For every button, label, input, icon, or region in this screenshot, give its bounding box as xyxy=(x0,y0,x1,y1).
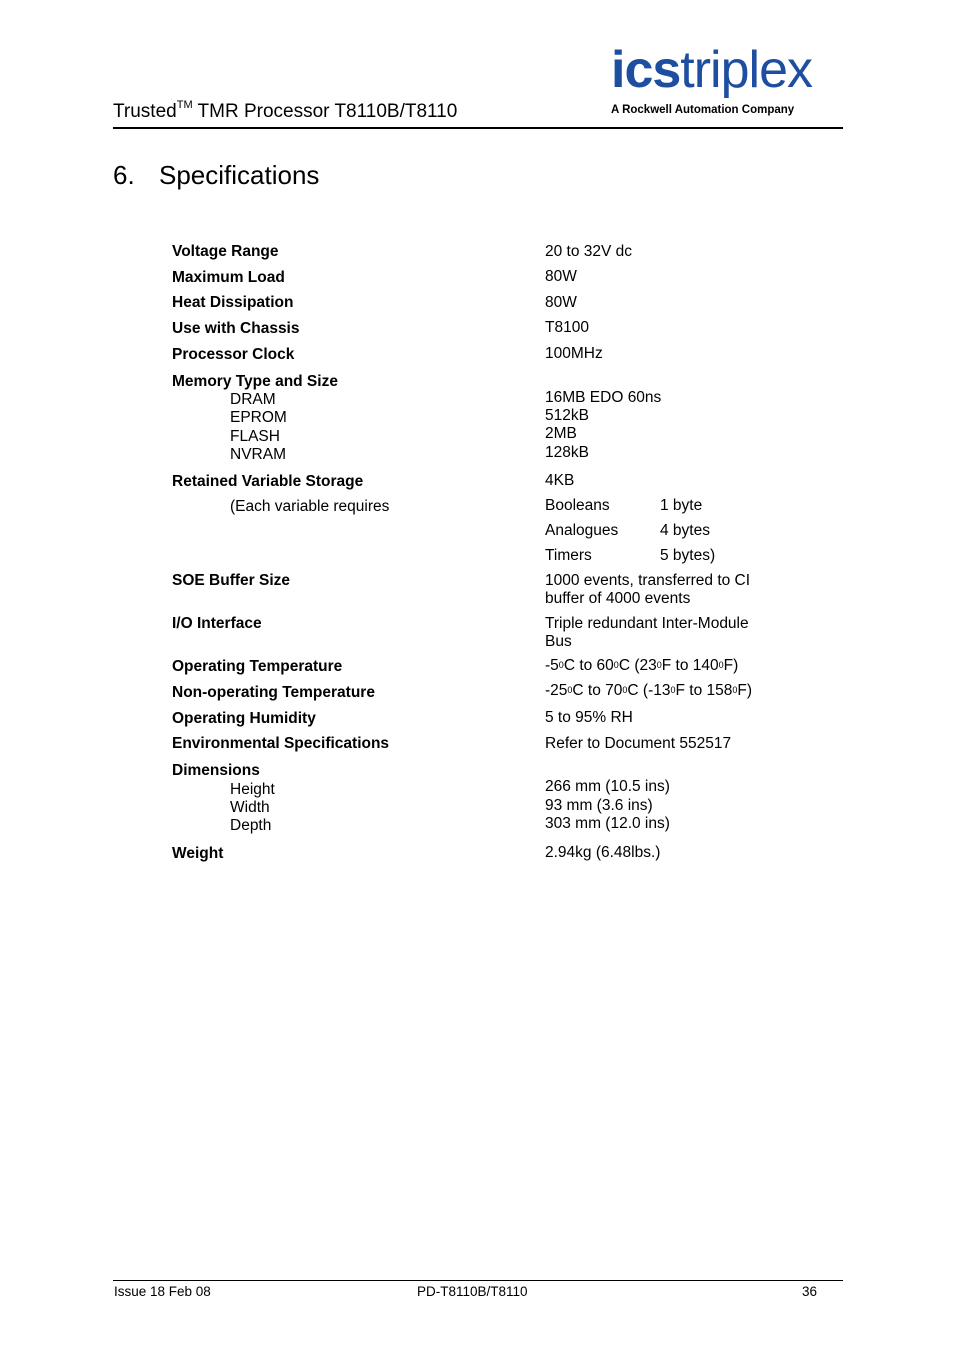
spec-value-height: 266 mm (10.5 ins) xyxy=(545,778,670,795)
nonop-temp-part: C (-13 xyxy=(627,682,671,699)
degree-sup: 0 xyxy=(670,685,676,695)
spec-label-nonop-temp: Non-operating Temperature xyxy=(172,684,375,701)
title-rest: TMR Processor T8110B/T8110 xyxy=(192,101,458,122)
section-heading xyxy=(113,160,319,191)
nonop-temp-part: F to 158 xyxy=(675,682,733,699)
spec-value-io-line1: Triple redundant Inter-Module xyxy=(545,615,749,632)
op-temp-part: F) xyxy=(723,657,739,674)
footer-doc-id: PD-T8110B/T8110 xyxy=(417,1284,528,1299)
spec-label-dimensions: Dimensions xyxy=(172,762,260,779)
spec-label-environmental: Environmental Specifications xyxy=(172,735,390,752)
spec-label-each-variable: (Each variable requires xyxy=(230,498,390,515)
spec-label-memory: Memory Type and Size xyxy=(172,373,338,390)
logo-triplex: triplex xyxy=(680,41,813,99)
nonop-temp-part: -25 xyxy=(545,682,568,699)
degree-sup: 0 xyxy=(613,660,619,670)
spec-value-nonop-temp xyxy=(545,682,752,701)
section-title: Specifications xyxy=(159,160,320,190)
op-temp-part: C to 60 xyxy=(563,657,614,674)
spec-value-max-load: 80W xyxy=(545,268,577,285)
section-number: 6. xyxy=(113,160,135,190)
spec-label-booleans: Booleans xyxy=(545,497,610,514)
spec-label-max-load: Maximum Load xyxy=(172,269,285,286)
spec-value-timers: 5 bytes) xyxy=(660,547,716,564)
spec-value-dram: 16MB EDO 60ns xyxy=(545,389,662,406)
spec-label-timers: Timers xyxy=(545,547,592,564)
degree-sup: 0 xyxy=(567,685,573,695)
footer-page-number: 36 xyxy=(802,1284,818,1299)
footer-divider xyxy=(113,1280,843,1281)
degree-sup: 0 xyxy=(656,660,662,670)
spec-value-depth: 303 mm (12.0 ins) xyxy=(545,815,670,832)
spec-label-io: I/O Interface xyxy=(172,615,262,632)
spec-value-clock: 100MHz xyxy=(545,345,603,362)
ics-triplex-logo xyxy=(611,41,843,120)
spec-label-humidity: Operating Humidity xyxy=(172,710,316,727)
op-temp-part: -5 xyxy=(545,657,559,674)
header-divider xyxy=(113,127,843,129)
spec-label-eprom: EPROM xyxy=(230,409,287,426)
spec-value-flash: 2MB xyxy=(545,425,577,442)
spec-label-retained: Retained Variable Storage xyxy=(172,473,364,490)
spec-label-clock: Processor Clock xyxy=(172,346,295,363)
spec-label-analogues: Analogues xyxy=(545,522,619,539)
spec-label-voltage: Voltage Range xyxy=(172,243,279,260)
logo-tagline: A Rockwell Automation Company xyxy=(611,104,795,116)
spec-label-op-temp: Operating Temperature xyxy=(172,658,343,675)
spec-value-soe-line2: buffer of 4000 events xyxy=(545,590,691,607)
spec-value-humidity: 5 to 95% RH xyxy=(545,709,633,726)
degree-sup: 0 xyxy=(718,660,724,670)
spec-value-booleans: 1 byte xyxy=(660,497,703,514)
spec-label-dram: DRAM xyxy=(230,391,276,408)
spec-value-weight: 2.94kg (6.48lbs.) xyxy=(545,844,661,861)
spec-label-nvram: NVRAM xyxy=(230,446,286,463)
spec-label-height: Height xyxy=(230,781,275,798)
spec-label-width: Width xyxy=(230,799,270,816)
spec-value-soe-line1: 1000 events, transferred to CI xyxy=(545,572,751,589)
document-title xyxy=(113,101,457,123)
spec-value-nvram: 128kB xyxy=(545,444,589,461)
spec-value-op-temp xyxy=(545,657,738,676)
spec-value-voltage: 20 to 32V dc xyxy=(545,243,633,260)
footer-issue: Issue 18 Feb 08 xyxy=(114,1284,211,1299)
spec-value-environmental: Refer to Document 552517 xyxy=(545,735,732,752)
spec-value-chassis: T8100 xyxy=(545,319,589,336)
degree-sup: 0 xyxy=(732,685,738,695)
spec-label-heat: Heat Dissipation xyxy=(172,294,294,311)
spec-value-analogues: 4 bytes xyxy=(660,522,710,539)
trademark-sup: TM xyxy=(176,99,193,111)
spec-label-chassis: Use with Chassis xyxy=(172,320,300,337)
nonop-temp-part: F) xyxy=(737,682,753,699)
logo-ics: ics xyxy=(611,41,681,99)
spec-label-depth: Depth xyxy=(230,817,272,834)
op-temp-part: F to 140 xyxy=(661,657,719,674)
spec-label-soe: SOE Buffer Size xyxy=(172,572,290,589)
degree-sup: 0 xyxy=(558,660,564,670)
title-prefix: Trusted xyxy=(113,101,177,122)
spec-value-retained: 4KB xyxy=(545,472,575,489)
spec-label-weight: Weight xyxy=(172,845,224,862)
nonop-temp-part: C to 70 xyxy=(572,682,623,699)
spec-value-heat: 80W xyxy=(545,294,577,311)
op-temp-part: C (23 xyxy=(618,657,657,674)
spec-value-eprom: 512kB xyxy=(545,407,589,424)
spec-label-flash: FLASH xyxy=(230,428,280,445)
spec-value-width: 93 mm (3.6 ins) xyxy=(545,797,653,814)
spec-value-io-line2: Bus xyxy=(545,633,572,650)
degree-sup: 0 xyxy=(622,685,628,695)
